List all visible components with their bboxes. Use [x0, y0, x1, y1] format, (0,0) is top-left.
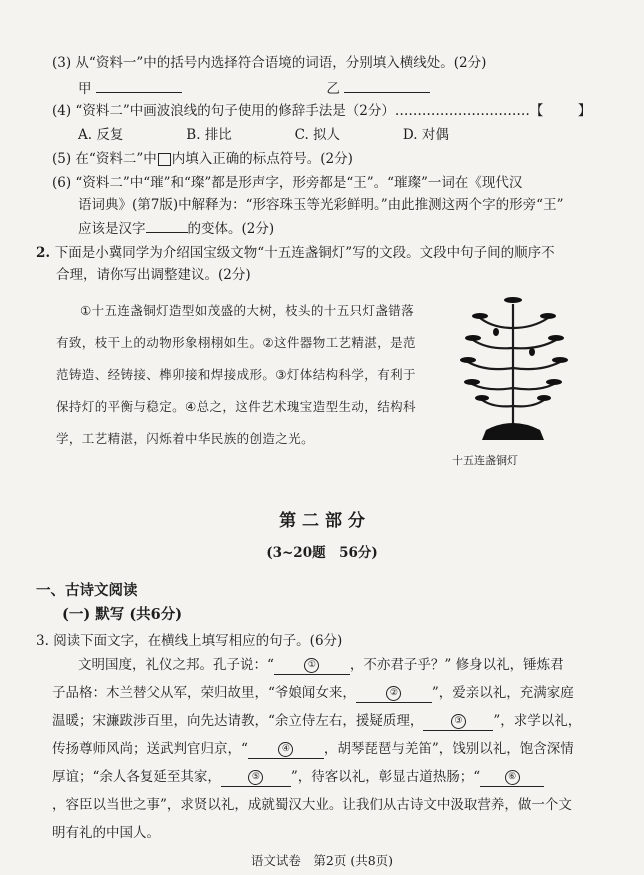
punctuation-box-icon [158, 153, 171, 166]
q6-line1: “资料二”中“璀”和“璨”都是形声字，形旁都是“王”。“璀璨”一词在《现代汉 [75, 175, 523, 191]
q6-number: (6) [52, 175, 72, 191]
q4-option-a[interactable]: A. 反复 [78, 127, 124, 143]
mark-3: ③ [451, 714, 466, 729]
q4-option-d[interactable]: D. 对偶 [402, 127, 449, 143]
q6-line3 [78, 218, 274, 238]
q3-answer-line [78, 78, 430, 98]
q5-text-after: 内填入正确的标点符号。(2分) [171, 151, 353, 167]
part-2-subtitle: (3~20题 56分) [266, 545, 378, 561]
q3b-line-5: 厚谊；“余人各复延至其家， ⑤ ”，待客以礼，彰显古道热肠；“ ⑥ [52, 768, 544, 787]
section-heading: 一、古诗文阅读 [36, 582, 138, 599]
mark-4: ④ [278, 742, 293, 757]
mark-6: ⑥ [505, 770, 520, 785]
q4-bracket-close: 】 [577, 103, 592, 119]
q3b-intro: 阅读下面文字，在横线上填写相应的句子。(6分) [53, 633, 343, 649]
mark-2: ② [386, 686, 401, 701]
mark-5: ⑤ [248, 770, 263, 785]
q5-number: (5) [52, 151, 72, 167]
q3-blank-a[interactable] [96, 78, 182, 93]
blank-1[interactable] [274, 656, 350, 675]
lamp-caption: 十五连盏铜灯 [452, 454, 518, 467]
q3b-number: 3. [36, 633, 49, 649]
question-6-sub [52, 174, 522, 192]
blank-5[interactable] [221, 768, 291, 787]
q3b-line-1: 文明国度，礼仪之邦。孔子说：“ ① ，不亦君子乎？” 修身以礼，锤炼君 [78, 657, 564, 673]
subsection-heading: (一) 默写 (共6分) [62, 606, 183, 623]
blank-3[interactable] [423, 712, 493, 731]
passage-line-3: 范铸造、经铸接、榫卯接和焊接成形。③灯体结构科学，有利于 [56, 367, 416, 382]
mark-1: ① [304, 658, 319, 673]
passage-line-5: 学，工艺精湛，闪烁着中华民族的创造之光。 [56, 431, 315, 446]
q3b-line-7: 明有礼的中国人。 [52, 825, 160, 841]
q2-line2: 合理，请你写出调整建议。(2分) [56, 267, 251, 283]
passage-line-4: 保持灯的平衡与稳定。④总之，这件艺术瑰宝造型生动，结构科 [56, 399, 416, 414]
q4-option-b[interactable]: B. 排比 [186, 127, 232, 143]
question-2 [36, 244, 555, 262]
page-footer: 语文试卷 第2页 (共8页) [250, 853, 394, 868]
q3-text: 从“资料一”中的括号内选择符合语境的词语，分别填入横线处。(2分) [75, 55, 487, 71]
blank-6[interactable] [480, 768, 544, 787]
q5-text-before: 在“资料二”中 [75, 151, 157, 167]
question-5-sub [52, 150, 353, 168]
q6-line2: 语词典》(第7版)中解释为：“形容珠玉等光彩鲜明。”由此推测这两个字的形旁“王” [78, 197, 564, 213]
q3-blank-b[interactable] [344, 78, 430, 93]
q3b-line-4: 传扬尊师风尚；送武判官归京，“ ④ ，胡琴琵琶与羌笛”，饯别以礼，饱含深情 [52, 741, 574, 757]
q2-number: 2. [36, 245, 51, 261]
blank-4[interactable] [248, 740, 324, 759]
q4-option-c[interactable]: C. 拟人 [294, 127, 341, 143]
q3b-line-2: 子品格：木兰替父从军，荣归故里，“爷娘闻女来， ② ”，爱亲以礼，充满家庭 [52, 685, 574, 701]
bronze-lamp-illustration [438, 288, 588, 446]
part-2-title: 第 二 部 分 [279, 511, 365, 531]
q4-options [78, 126, 507, 144]
question-3 [36, 632, 342, 650]
passage-line-1: ①十五连盏铜灯造型如茂盛的大树，枝头的十五只灯盏错落 [80, 303, 415, 318]
q3-label-b: 乙 [326, 81, 340, 97]
question-3-sub [52, 54, 486, 72]
q3-label-a: 甲 [78, 81, 92, 97]
q2-line1: 下面是小冀同学为介绍国宝级文物“十五连盏铜灯”写的文段。文段中句子间的顺序不 [54, 245, 555, 261]
q6-blank[interactable] [146, 218, 188, 233]
q3-number: (3) [52, 55, 72, 71]
q6-line3-after: 的变体。(2分) [187, 221, 275, 237]
q3b-line-3: 温暖；宋濂跋涉百里，向先达请教，“余立侍左右，援疑质理， ③ ”，求学以礼， [52, 713, 582, 729]
q4-text: “资料二”中画波浪线的句子使用的修辞手法是（2分）…………………………【 [75, 103, 544, 119]
passage-line-2: 有致，枝干上的动物形象栩栩如生。②这件器物工艺精湛，是范 [56, 335, 416, 350]
q6-line3-before: 应该是汉字 [78, 221, 146, 237]
q3b-line-6: ，容臣以当世之事”，求贤以礼，成就蜀汉大业。让我们从古诗文中汲取营养，做一个文 [52, 797, 572, 813]
q4-number: (4) [52, 103, 72, 119]
blank-2[interactable] [356, 684, 432, 703]
question-4-sub [52, 102, 591, 120]
